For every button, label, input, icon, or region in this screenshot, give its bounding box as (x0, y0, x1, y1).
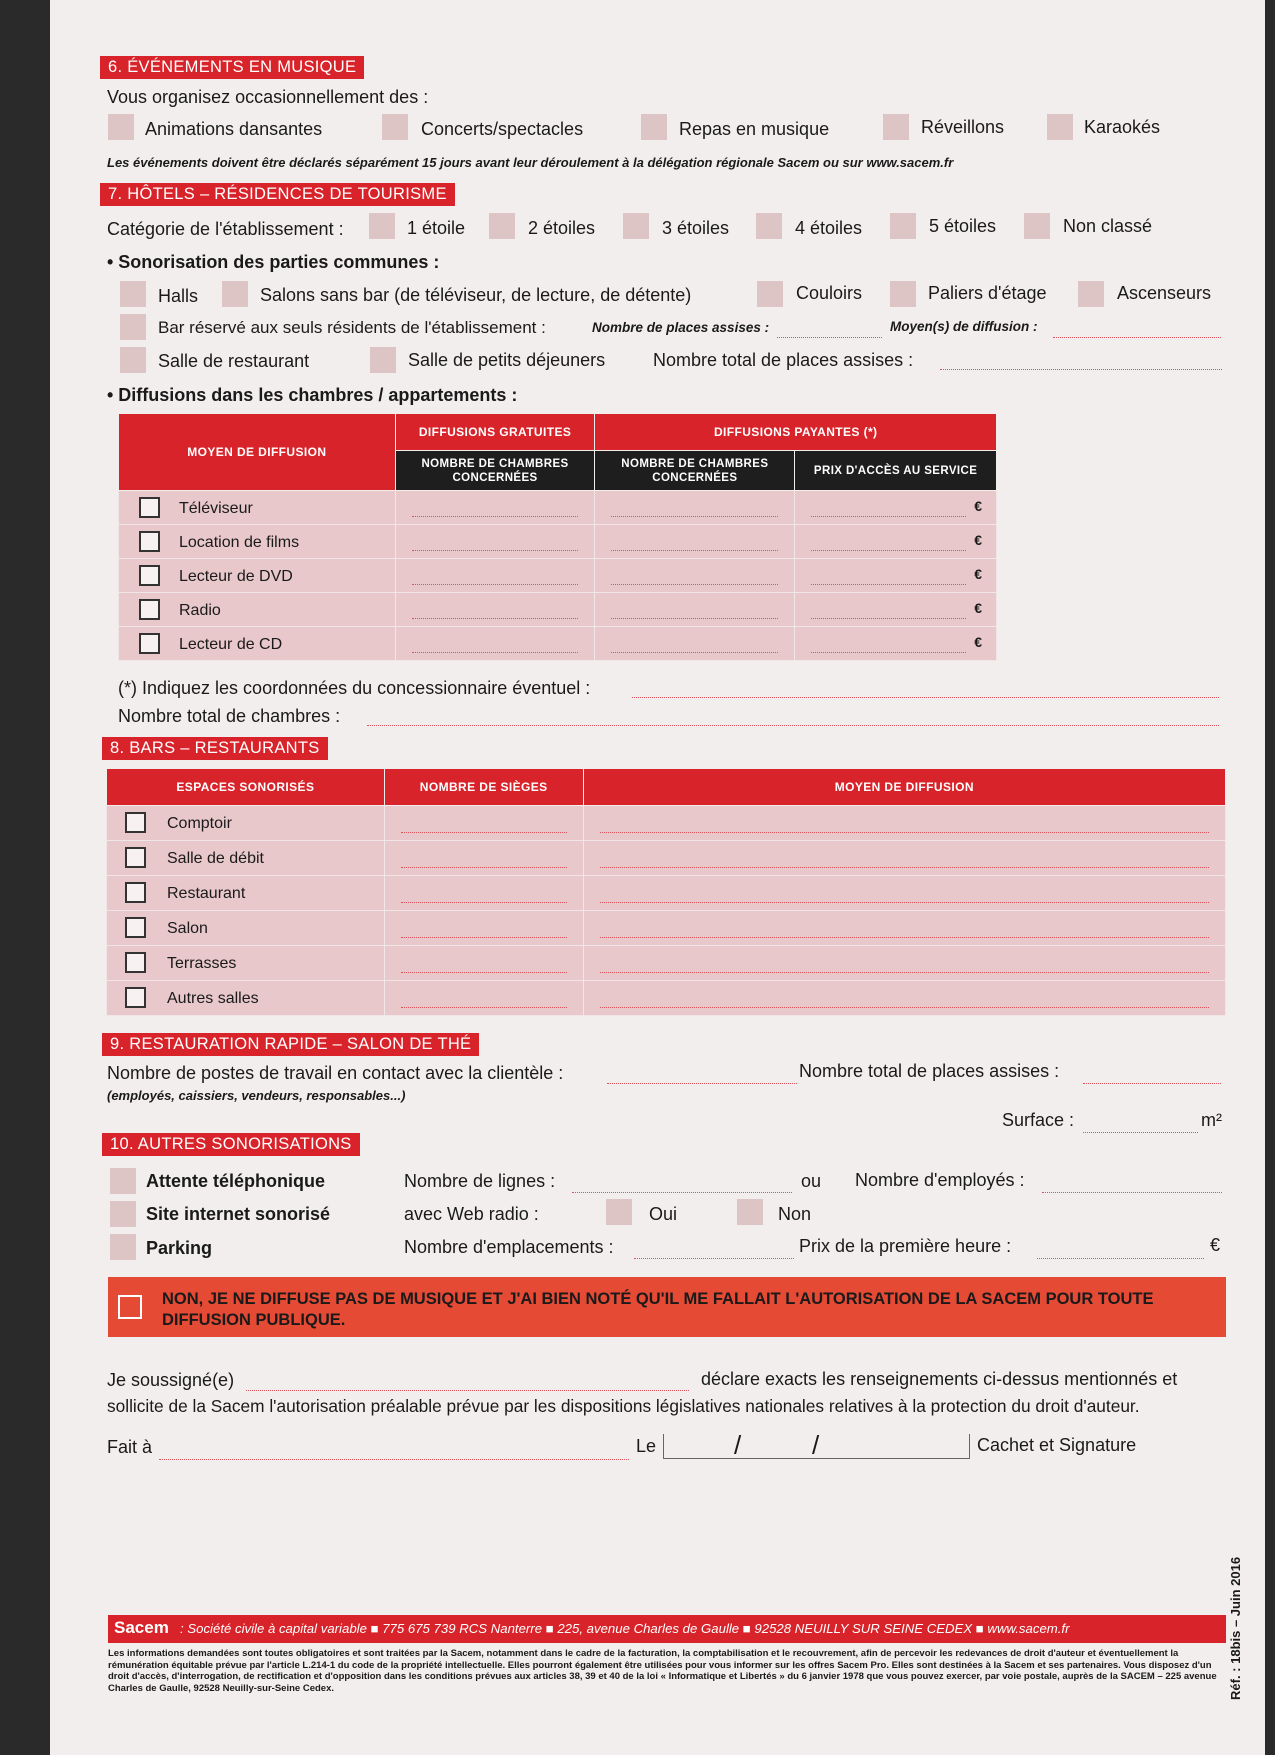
th-gratuites: DIFFUSIONS GRATUITES (395, 414, 595, 451)
checkbox-terrasses[interactable] (125, 952, 146, 973)
table-row (119, 525, 997, 559)
row-label: Lecteur de DVD (179, 568, 293, 585)
s7-total-places: Nombre total de places assises : (653, 350, 914, 370)
postes-field[interactable] (607, 1083, 797, 1084)
s10-lignes: Nombre de lignes : (404, 1171, 556, 1191)
prix-field[interactable] (1037, 1258, 1204, 1259)
s7-paliers: Paliers d'étage (928, 283, 1047, 303)
checkbox-oui[interactable] (606, 1199, 632, 1225)
th-nb-chambres-payantes: NOMBRE DE CHAMBRES CONCERNÉES (595, 451, 795, 491)
places-assises-field[interactable] (777, 337, 882, 338)
s7-couloirs: Couloirs (796, 283, 863, 303)
total-chambres-field[interactable] (367, 725, 1219, 726)
checkbox-4-etoiles[interactable] (756, 213, 782, 239)
s7-concessionnaire: (*) Indiquez les coordonnées du concessionnaire éventuel : (118, 678, 591, 698)
field-prix[interactable] (811, 584, 966, 585)
field-gratuites[interactable] (412, 652, 579, 653)
checkbox-televiseur[interactable] (139, 497, 160, 518)
field-sieges[interactable] (401, 867, 567, 868)
table-row (107, 981, 1226, 1016)
s6-option: Repas en musique (679, 119, 830, 139)
s6-option: Concerts/spectacles (421, 119, 584, 139)
th-nb-chambres-gratuites: NOMBRE DE CHAMBRES CONCERNÉES (395, 451, 595, 491)
row-label: Autres salles (167, 990, 259, 1007)
field-gratuites[interactable] (412, 516, 579, 517)
checkbox-radio[interactable] (139, 599, 160, 620)
s6-note: Les événements doivent être déclarés séparément 15 jours avant leur déroulement à la délégation régionale Sacem ou sur www.sacem.fr (107, 155, 954, 170)
field-prix[interactable] (811, 550, 966, 551)
soussigne-field[interactable] (246, 1390, 689, 1391)
s10-oui: Oui (649, 1204, 678, 1224)
checkbox-repas[interactable] (641, 114, 667, 140)
checkbox-salon[interactable] (125, 917, 146, 938)
euro-sign: € (974, 532, 982, 548)
decl-soussigne: Je soussigné(e) (107, 1370, 235, 1390)
checkbox-comptoir[interactable] (125, 812, 146, 833)
checkbox-3-etoiles[interactable] (623, 213, 649, 239)
field-moyen[interactable] (600, 937, 1209, 938)
table-row (119, 593, 997, 627)
row-label: Restaurant (167, 885, 246, 902)
s6-option: Réveillons (921, 117, 1005, 137)
checkbox-concerts[interactable] (382, 114, 408, 140)
euro-sign: € (974, 600, 982, 616)
checkbox-location-films[interactable] (139, 531, 160, 552)
th-payantes: DIFFUSIONS PAYANTES (*) (595, 414, 997, 451)
decl-line2: sollicite de la Sacem l'autorisation préalable prévue par les dispositions législatives nationales relatives à la protection du droit d'auteur. (107, 1396, 1140, 1416)
decl-fait: Fait à (107, 1437, 153, 1457)
s10-attente: Attente téléphonique (146, 1171, 325, 1191)
field-gratuites[interactable] (412, 584, 579, 585)
field-moyen[interactable] (600, 1007, 1209, 1008)
s10-ou: ou (801, 1171, 822, 1191)
s7-moyens: Moyen(s) de diffusion : (890, 319, 1038, 334)
section-10-title: 10. AUTRES SONORISATIONS (102, 1133, 360, 1156)
s7-rooms-title: • Diffusions dans les chambres / appartements : (107, 385, 518, 405)
checkbox-animations[interactable] (108, 114, 134, 140)
th-sieges: NOMBRE DE SIÈGES (384, 769, 583, 806)
checkbox-salle-restaurant[interactable] (120, 347, 146, 373)
no-music-text: NON, JE NE DIFFUSE PAS DE MUSIQUE ET J'AI BIEN NOTÉ QU'IL ME FALLAIT L'AUTORISATION DE LA SACEM POUR TOUTE DIFFUSION PUBLIQUE. (162, 1290, 1154, 1329)
field-sieges[interactable] (401, 937, 567, 938)
footer-legal-text: Les informations demandées sont toutes obligatoires et sont traitées par la Sacem, notamment dans le cadre de la facturation, la comptabilisation et le recouvrement, afin de percevoir les redevances de droit d'auteur et éventuellement la rémunération équitable prévue par l'article L.214-1 du code de la propriété intellectuelle. Elles pourront également être utilisées pour vous informer sur les offres Sacem Pro. Elles sont destinées à la Sacem et ses partenaires. Vous disposez d'un droit d'accès, d'interrogation, de rectification et d'opposition dans les conditions prévues aux articles 38, 39 et 40 de la loi « Informatique et Libertés » du 6 janvier 1978 que vous pouvez exercer, par voie postale, auprès de la SACEM – 225 avenue Charles de Gaulle, 92528 Neuilly-sur-Seine Cedex. (108, 1648, 1217, 1694)
decl-le: Le (636, 1436, 657, 1456)
field-payantes[interactable] (611, 550, 778, 551)
decl-cachet: Cachet et Signature (977, 1435, 1137, 1455)
s7-halls: Halls (158, 286, 199, 306)
concessionnaire-field[interactable] (632, 697, 1219, 698)
date-separator: / (812, 1430, 820, 1460)
checkbox-bar-residents[interactable] (120, 314, 146, 340)
category-option: 1 étoile (407, 218, 466, 238)
checkbox-no-music[interactable] (118, 1295, 142, 1319)
field-sieges[interactable] (401, 1007, 567, 1008)
field-payantes[interactable] (611, 652, 778, 653)
field-payantes[interactable] (611, 516, 778, 517)
s9-total-places-field[interactable] (1083, 1083, 1221, 1084)
euro-sign: € (974, 498, 982, 514)
field-sieges[interactable] (401, 832, 567, 833)
s7-common-title: • Sonorisation des parties communes : (107, 252, 440, 272)
s9-unit: m² (1201, 1110, 1222, 1130)
bars-table (106, 768, 1226, 1016)
rooms-table (118, 413, 997, 661)
field-payantes[interactable] (611, 584, 778, 585)
row-label: Salle de débit (167, 850, 264, 867)
footer-info: : Société civile à capital variable ■ 775 675 739 RCS Nanterre ■ 225, avenue Charles de Gaulle ■ 92528 NEUILLY SUR SEINE CEDEX ■ www.sacem.fr (180, 1621, 1070, 1636)
table-row (119, 491, 997, 525)
row-label: Radio (179, 602, 221, 619)
section-9-title: 9. RESTAURATION RAPIDE – SALON DE THÉ (102, 1033, 479, 1056)
field-prix[interactable] (811, 652, 966, 653)
table-row (119, 559, 997, 593)
row-label: Comptoir (167, 815, 232, 832)
row-label: Lecteur de CD (179, 636, 283, 653)
row-label: Téléviseur (179, 500, 253, 517)
category-option: 2 étoiles (528, 218, 596, 238)
field-sieges[interactable] (401, 902, 567, 903)
fait-a-field[interactable] (159, 1459, 629, 1460)
s10-emplacements: Nombre d'emplacements : (404, 1237, 614, 1257)
s6-option: Animations dansantes (145, 119, 323, 139)
euro-sign: € (974, 566, 982, 582)
checkbox-5-etoiles[interactable] (890, 213, 916, 239)
s7-category-label: Catégorie de l'établissement : (107, 219, 344, 239)
footer-brand: Sacem (114, 1618, 169, 1637)
employes-field[interactable] (1042, 1192, 1222, 1193)
checkbox-1-etoile[interactable] (369, 213, 395, 239)
field-moyen[interactable] (600, 972, 1209, 973)
table-row (119, 627, 997, 661)
footer-ref: Réf. : 18bis – Juin 2016 (1228, 1556, 1243, 1700)
s7-salons: Salons sans bar (de téléviseur, de lecture, de détente) (260, 285, 692, 305)
row-label: Location de films (179, 534, 300, 551)
checkbox-couloirs[interactable] (757, 281, 783, 307)
th-moyen-diffusion: MOYEN DE DIFFUSION (583, 769, 1225, 806)
field-payantes[interactable] (611, 618, 778, 619)
surface-field[interactable] (1083, 1132, 1198, 1133)
table-row (107, 876, 1226, 911)
th-prix-acces: PRIX D'ACCÈS AU SERVICE (795, 451, 997, 491)
s10-webradio: avec Web radio : (404, 1204, 539, 1224)
date-separator: / (734, 1430, 742, 1460)
euro-sign: € (1210, 1235, 1221, 1255)
total-places-field[interactable] (940, 369, 1222, 370)
field-moyen[interactable] (600, 832, 1209, 833)
s10-non: Non (778, 1204, 812, 1224)
section-6-title: 6. ÉVÉNEMENTS EN MUSIQUE (100, 56, 364, 79)
th-espaces: ESPACES SONORISÉS (107, 769, 385, 806)
section-7-title: 7. HÔTELS – RÉSIDENCES DE TOURISME (100, 183, 455, 206)
row-label: Salon (167, 920, 208, 937)
checkbox-salons[interactable] (222, 281, 248, 307)
table-row (107, 841, 1226, 876)
checkbox-lecteur-cd[interactable] (139, 633, 160, 654)
checkbox-2-etoiles[interactable] (489, 213, 515, 239)
field-moyen[interactable] (600, 867, 1209, 868)
s7-ascenseurs: Ascenseurs (1117, 283, 1212, 303)
checkbox-non[interactable] (737, 1199, 763, 1225)
checkbox-karaokes[interactable] (1047, 114, 1073, 140)
table-row (107, 806, 1226, 841)
s7-total-chambres: Nombre total de chambres : (118, 706, 341, 726)
s7-places-assises: Nombre de places assises : (592, 320, 770, 335)
s9-surface: Surface : (1002, 1110, 1075, 1130)
field-gratuites[interactable] (412, 618, 579, 619)
emplacements-field[interactable] (634, 1258, 794, 1259)
s7-salle-petits: Salle de petits déjeuners (408, 350, 606, 370)
s10-prix: Prix de la première heure : (799, 1236, 1012, 1256)
table-row (107, 911, 1226, 946)
s9-postes-note: (employés, caissiers, vendeurs, responsables...) (107, 1088, 406, 1103)
field-moyen[interactable] (600, 902, 1209, 903)
checkbox-restaurant[interactable] (125, 882, 146, 903)
footer-bar (108, 1615, 1226, 1643)
s10-site: Site internet sonorisé (146, 1204, 331, 1224)
checkbox-site-internet[interactable] (110, 1201, 136, 1227)
checkbox-petits-dejeuners[interactable] (370, 347, 396, 373)
decl-declare: déclare exacts les renseignements ci-dessus mentionnés et (701, 1369, 1178, 1389)
checkbox-salle-debit[interactable] (125, 847, 146, 868)
s10-parking: Parking (146, 1238, 213, 1258)
checkbox-reveillons[interactable] (883, 114, 909, 140)
category-option: 4 étoiles (795, 218, 863, 238)
checkbox-autres-salles[interactable] (125, 987, 146, 1008)
checkbox-ascenseurs[interactable] (1078, 281, 1104, 307)
s6-option: Karaokés (1084, 117, 1161, 137)
category-option: 3 étoiles (662, 218, 730, 238)
category-option: 5 étoiles (929, 216, 997, 236)
field-prix[interactable] (811, 516, 966, 517)
checkbox-paliers[interactable] (890, 281, 916, 307)
s10-employes: Nombre d'employés : (855, 1170, 1025, 1190)
field-gratuites[interactable] (412, 550, 579, 551)
s9-postes: Nombre de postes de travail en contact avec la clientèle : (107, 1063, 564, 1083)
field-sieges[interactable] (401, 972, 567, 973)
checkbox-parking[interactable] (110, 1234, 136, 1260)
row-label: Terrasses (167, 955, 237, 972)
s6-intro: Vous organisez occasionnellement des : (107, 87, 429, 107)
th-moyen: MOYEN DE DIFFUSION (119, 414, 396, 491)
euro-sign: € (974, 634, 982, 650)
no-music-banner (108, 1277, 1226, 1337)
s9-total-places: Nombre total de places assises : (799, 1061, 1060, 1081)
checkbox-lecteur-dvd[interactable] (139, 565, 160, 586)
field-prix[interactable] (811, 618, 966, 619)
category-option: Non classé (1063, 216, 1153, 236)
table-row (107, 946, 1226, 981)
checkbox-halls[interactable] (120, 281, 146, 307)
checkbox-attente[interactable] (110, 1168, 136, 1194)
date-field[interactable] (663, 1430, 970, 1460)
section-8-title: 8. BARS – RESTAURANTS (102, 737, 328, 760)
s7-salle-resto: Salle de restaurant (158, 351, 310, 371)
s7-bar: Bar réservé aux seuls résidents de l'établissement : (158, 318, 546, 337)
moyens-field[interactable] (1053, 337, 1221, 338)
checkbox-non-classe[interactable] (1024, 213, 1050, 239)
lignes-field[interactable] (572, 1192, 792, 1193)
